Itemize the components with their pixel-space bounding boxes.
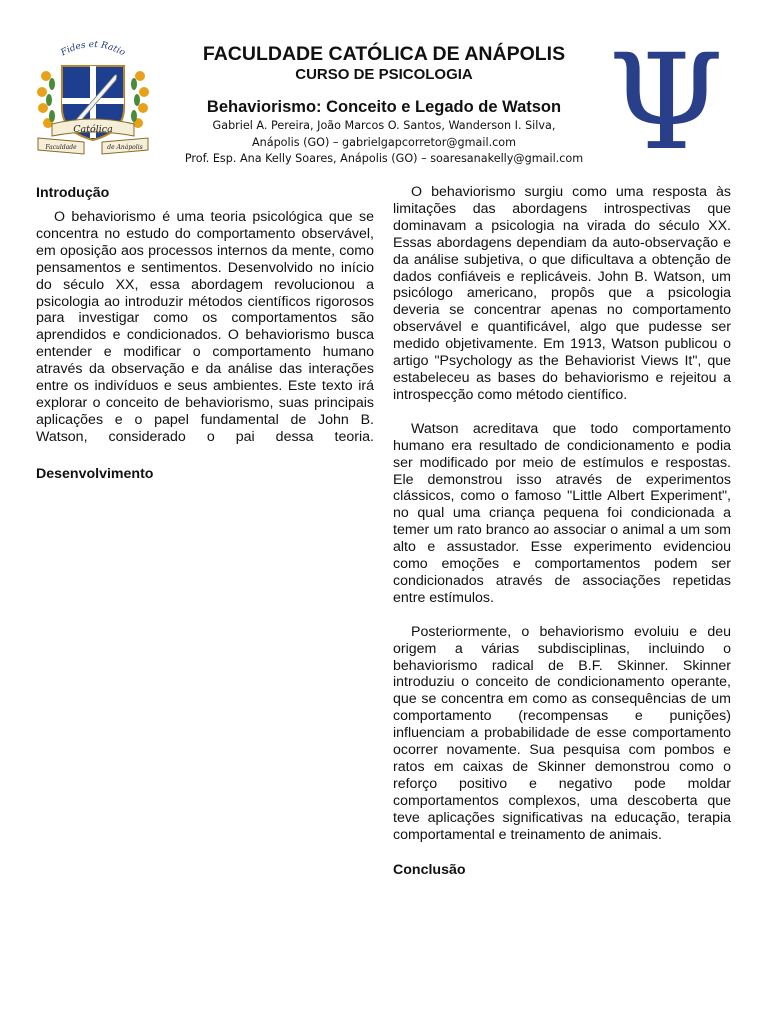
crest-scroll-left-text: Faculdade xyxy=(45,144,77,151)
body-paragraph: Posteriormente, o behaviorismo evoluiu e deu origem a várias subdisciplinas, incluindo o behaviorismo radical de B.F. Skinner. Skinner introduziu o conceito de condicionamento operante, que se concentra em como as consequências de um comportamento (recompensas e punições) influenciam a probabilidade de esse comportamento ocorrer novamente. Sua pesquisa com pombos e ratos em caixas de Skinner demonstrou como o reforço positivo e negativo pode moldar comportamentos complexos, uma descoberta que teve aplicações significativas na educação, terapia comportamental e treinamento de animais. xyxy=(393,623,731,843)
psi-symbol-logo xyxy=(602,40,730,156)
introduction-paragraph: O behaviorismo é uma teoria psicológica que se concentra no estudo do comportamento observável, em oposição aos processos internos da mente, como pensamentos e sentimentos. Desenvolvido no início do século XX, essa abordagem revolucionou a psicologia ao introduzir métodos científicos rigorosos para investigar como os comportamentos são aprendidos e condicionados. O behaviorismo busca entender e modificar o comportamento humano através da observação e da análise das interações entre os indivíduos e seus ambientes. Este texto irá explorar o conceito de behaviorismo, suas principais aplicações e o papel fundamental de John B. Watson, considerado o pai dessa teoria. xyxy=(36,209,374,445)
development-heading: Desenvolvimento xyxy=(36,465,154,482)
right-column xyxy=(393,184,731,879)
crest-scroll-right-text: de Anápolis xyxy=(107,144,143,151)
crest-ribbon-text: Católica xyxy=(73,124,113,135)
body-paragraph: Watson acreditava que todo comportamento humano era resultado de condicionamento e podia ser modificado por meio de estímulos e respostas. Ele demonstrou isso através de experimentos clássicos, como o famoso "Little Albert Experiment", no qual uma criança pequena foi condicionada a temer um rato branco ao associar o animal a um som alto e assustador. Esse experimento evidenciou como emoções e comportamentos podem ser condicionados através de associações repetidas entre estímulos. xyxy=(393,420,731,606)
paper-title: Behaviorismo: Conceito e Legado de Watson xyxy=(206,98,562,116)
paper-header xyxy=(160,42,608,168)
body-paragraph: O behaviorismo surgiu como uma resposta às limitações das abordagens introspectivas que dominavam a psicologia na virada do século XX. Essas abordagens dependiam da auto-observação e da análise subjetiva, o que dificultava a obtenção de dados confiáveis e replicáveis. John B. Watson, um psicólogo americano, propôs que a psicologia deveria se concentrar apenas no comportamento observável e quantificável, algo que pudesse ser medido objetivamente. Em 1913, Watson publicou o artigo "Psychology as the Behaviorist Views It", que estabeleceu as bases do behaviorismo e rejeitou a introspecção como método científico. xyxy=(393,184,731,403)
faculdade-catolica-crest-logo xyxy=(34,36,152,160)
psi-icon: Ψ xyxy=(608,40,724,156)
introduction-heading: Introdução xyxy=(36,185,110,201)
left-column xyxy=(36,184,374,490)
institution-name: FACULDADE CATÓLICA DE ANÁPOLIS xyxy=(202,43,566,65)
course-name: CURSO DE PSICOLOGIA xyxy=(295,66,473,83)
advisor-line: Prof. Esp. Ana Kelly Soares, Anápolis (GO) – soaresanakelly@gmail.com xyxy=(184,152,584,166)
authors-block xyxy=(160,118,608,168)
authors-line: Gabriel A. Pereira, João Marcos O. Santos, Wanderson I. Silva, xyxy=(212,119,556,132)
conclusion-heading: Conclusão xyxy=(393,861,466,878)
crest-motto-text: Fides et Ratio xyxy=(59,39,127,59)
authors-location-email: Anápolis (GO) – gabrielgapcorretor@gmail.com xyxy=(251,135,517,149)
